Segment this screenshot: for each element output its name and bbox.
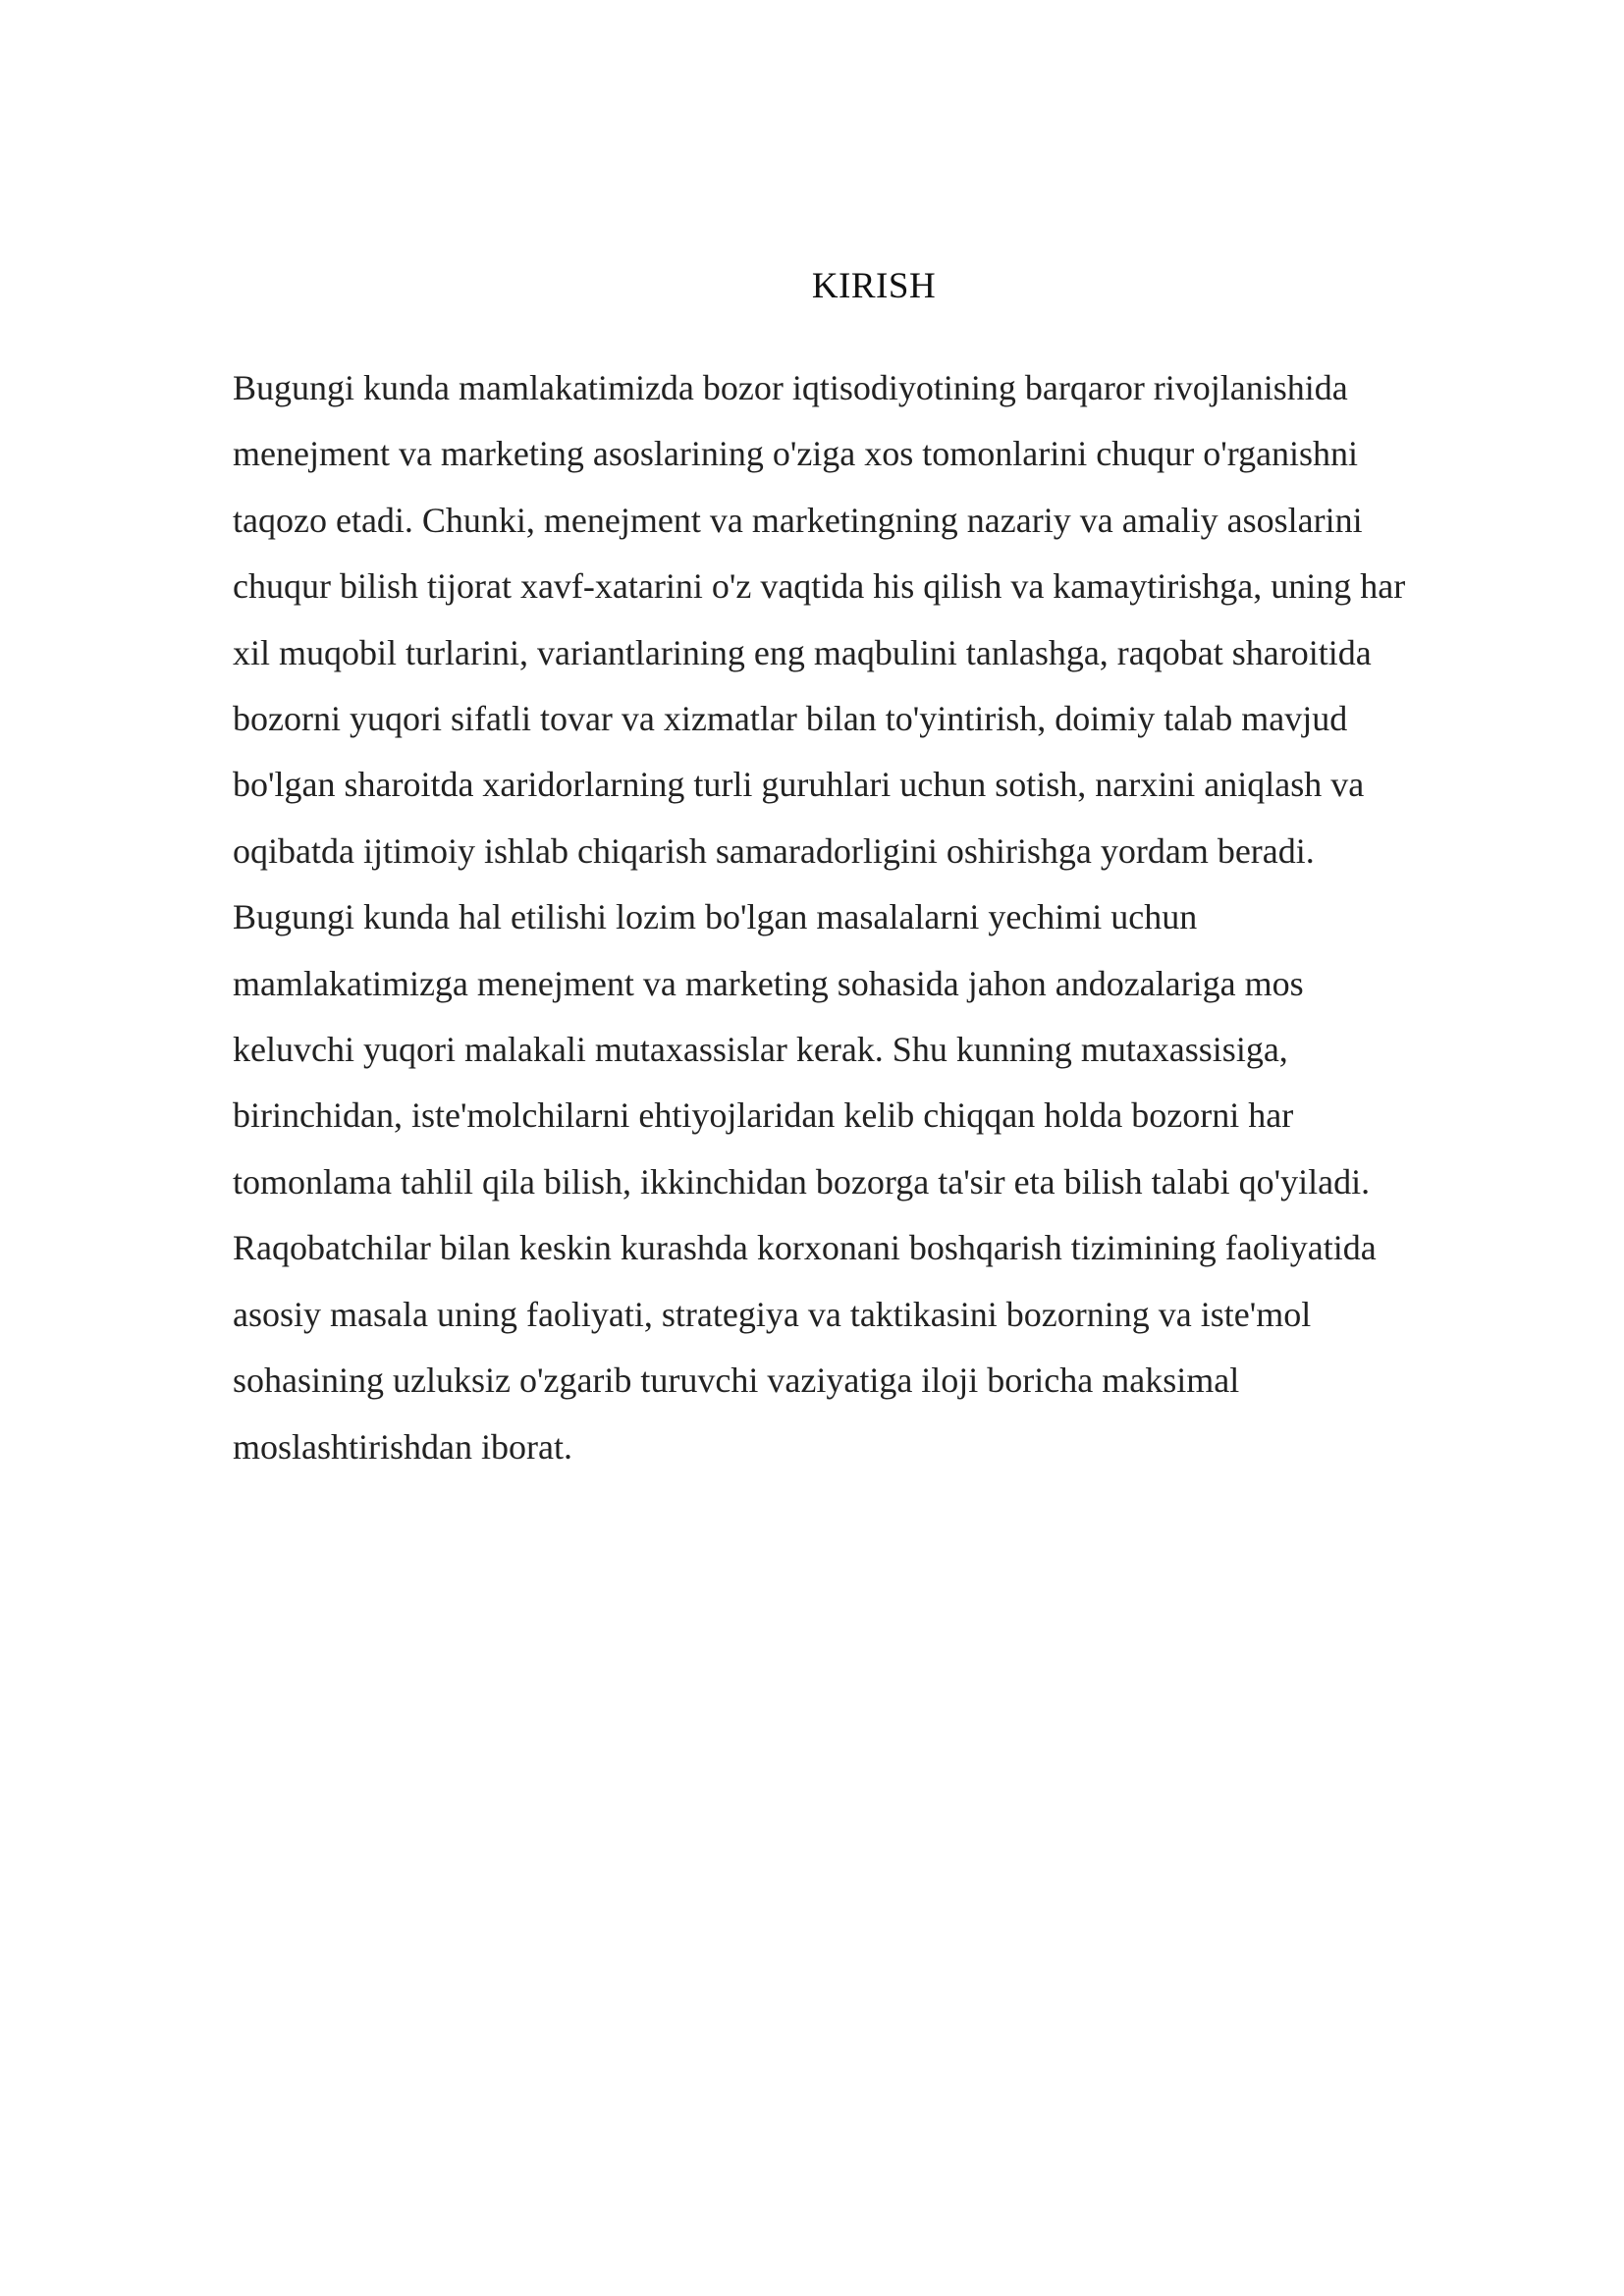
text-line: Bugungi kunda hal etilishi lozim bo'lgan masalalarni yechimi uchun <box>233 897 1198 937</box>
text-line: bozorni yuqori sifatli tovar va xizmatlar bilan to'yintirish, doimiy talab mavjud <box>233 699 1348 739</box>
body-paragraph <box>233 355 1519 1480</box>
text-line: tomonlama tahlil qila bilish, ikkinchidan bozorga ta'sir eta bilish talabi qo'yiladi. <box>233 1161 1371 1201</box>
text-line: Bugungi kunda mamlakatimizda bozor iqtisodiyotining barqaror rivojlanishida <box>233 368 1348 407</box>
text-line: birinchidan, iste'molchilarni ehtiyojlaridan kelib chiqqan holda bozorni har <box>233 1095 1294 1136</box>
text-line: oqibatda ijtimoiy ishlab chiqarish samaradorligini oshirishga yordam beradi. <box>233 830 1315 871</box>
text-line: xil muqobil turlarini, variantlarining eng maqbulini tanlashga, raqobat sharoitida <box>233 632 1372 672</box>
page-title: KIRISH <box>811 266 937 306</box>
text-line: menejment va marketing asoslarining o'ziga xos tomonlarini chuqur o'rganishni <box>233 434 1359 474</box>
text-line: sohasining uzluksiz o'zgarib turuvchi vaziyatiga iloji boricha maksimal <box>233 1361 1240 1401</box>
text-line: Raqobatchilar bilan keskin kurashda korxonani boshqarish tizimining faoliyatida <box>233 1228 1377 1268</box>
text-line: chuqur bilish tijorat xavf-xatarini o'z vaqtida his qilish va kamaytirishga, uning har <box>233 566 1406 607</box>
text-line: mamlakatimizga menejment va marketing sohasida jahon andozalariga mos <box>233 963 1304 1003</box>
text-line: bo'lgan sharoitda xaridorlarning turli guruhlari uchun sotish, narxini aniqlash va <box>233 765 1365 805</box>
text-line: moslashtirishdan iborat. <box>233 1426 572 1467</box>
text-line: taqozo etadi. Chunki, menejment va marketingning nazariy va amaliy asoslarini <box>233 500 1363 540</box>
text-line: asosiy masala uning faoliyati, strategiya va taktikasini bozorning va iste'mol <box>233 1294 1312 1334</box>
text-line: keluvchi yuqori malakali mutaxassislar kerak. Shu kunning mutaxassisiga, <box>233 1030 1288 1070</box>
